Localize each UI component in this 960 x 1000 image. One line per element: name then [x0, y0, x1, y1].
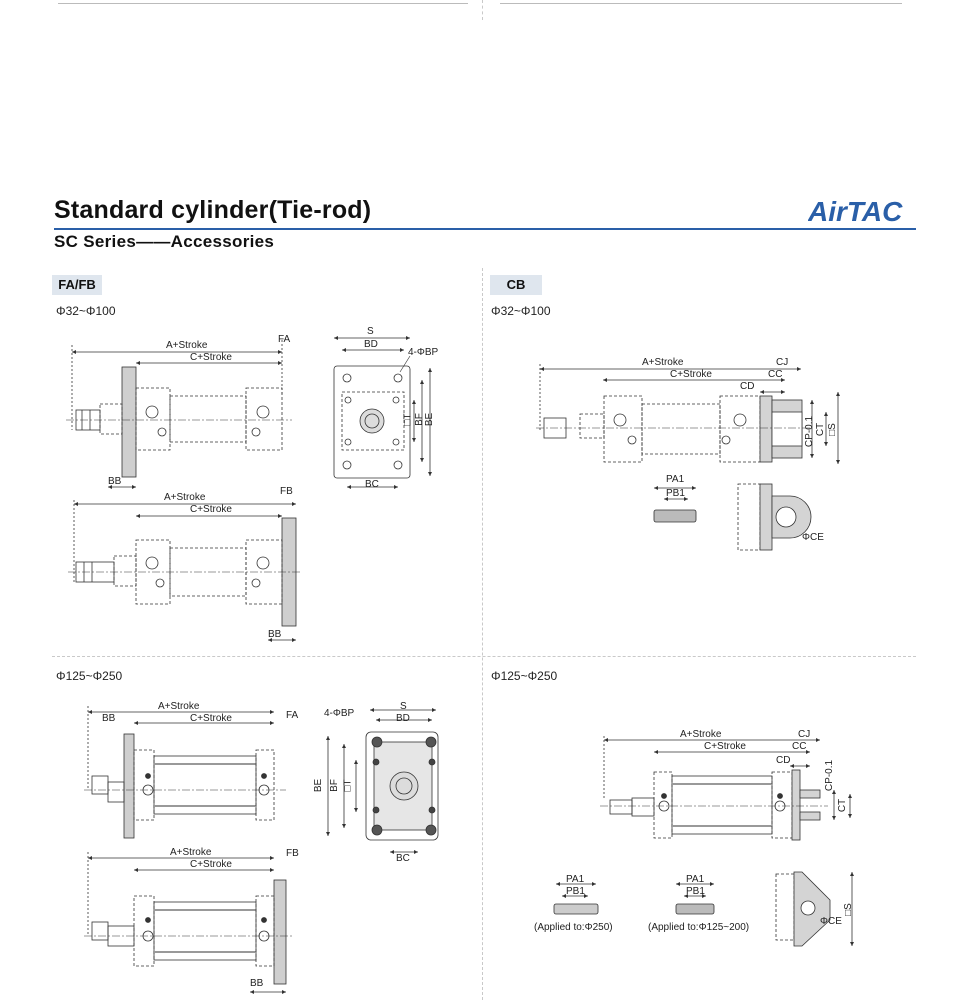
front-large-t: □T — [342, 779, 354, 792]
fa-large-bb: BB — [102, 713, 116, 724]
cb-large-cj: CJ — [798, 729, 811, 740]
cb-small-pa1: PA1 — [666, 474, 685, 485]
cb-large-cp: CP-0.1 — [824, 759, 836, 792]
cb-small-s: □S — [826, 423, 838, 436]
fb-small-label: FB — [280, 486, 293, 497]
cb-small-ct: CT — [815, 422, 827, 437]
front-small-bd: BD — [364, 339, 378, 350]
fb-small-a-stroke: A+Stroke — [164, 492, 206, 503]
cb-large-cd: CD — [776, 755, 791, 766]
cb-large-applied-250: (Applied to:Φ250) — [534, 922, 613, 933]
fb-small-bb: BB — [268, 629, 282, 640]
cb-range-large: Φ125~Φ250 — [491, 669, 558, 683]
cb-large-ce: ΦCE — [820, 916, 842, 927]
front-large-bc: BC — [396, 853, 410, 864]
fb-large-label: FB — [286, 848, 299, 859]
cb-small-cc: CC — [768, 369, 783, 380]
cb-large-s: □S — [842, 903, 854, 916]
fb-small-c-stroke: C+Stroke — [190, 504, 232, 515]
front-large-bp: 4-ΦBP — [324, 708, 355, 719]
cb-large-applied-125-200: (Applied to:Φ125~200) — [648, 922, 750, 933]
page-subtitle: SC Series——Accessories — [54, 232, 275, 251]
cb-small-cj: CJ — [776, 357, 789, 368]
cb-small-a-stroke: A+Stroke — [642, 357, 684, 368]
cb-large-pa1-b: PA1 — [686, 874, 705, 885]
fa-large-c-stroke: C+Stroke — [190, 713, 232, 724]
cb-large-pb1-b: PB1 — [686, 886, 705, 897]
fa-small-c-stroke: C+Stroke — [190, 352, 232, 363]
front-small-t: □T — [402, 413, 414, 426]
cb-small-pb1: PB1 — [666, 488, 685, 499]
cb-small-cp: CP-0.1 — [804, 415, 816, 448]
fafb-range-small: Φ32~Φ100 — [56, 304, 116, 318]
fa-large-label: FA — [286, 710, 299, 721]
cb-small-ce: ΦCE — [802, 532, 824, 543]
fb-large-a-stroke: A+Stroke — [170, 847, 212, 858]
front-small-bc: BC — [365, 479, 379, 490]
front-small-be: BE — [424, 412, 436, 427]
fb-large-c-stroke: C+Stroke — [190, 859, 232, 870]
logo-text: AirTAC — [808, 196, 903, 224]
cb-small-c-stroke: C+Stroke — [670, 369, 712, 380]
front-small-bf: BF — [413, 413, 425, 426]
front-small-s: S — [367, 326, 374, 337]
cb-large-pb1-a: PB1 — [566, 886, 585, 897]
front-small-bp: 4-ΦBP — [408, 347, 439, 358]
fafb-range-large: Φ125~Φ250 — [56, 669, 123, 683]
front-large-bf: BF — [328, 779, 340, 792]
page-title: Standard cylinder(Tie-rod) — [54, 196, 372, 224]
front-large-s: S — [400, 701, 407, 712]
fa-small-label: FA — [278, 334, 291, 345]
fb-large-bb: BB — [250, 978, 264, 989]
cb-small-cd: CD — [740, 381, 755, 392]
fa-small-bb: BB — [108, 476, 122, 487]
cb-large-c-stroke: C+Stroke — [704, 741, 746, 752]
section-tag-fafb: FA/FB — [52, 275, 102, 295]
cb-large-cc: CC — [792, 741, 807, 752]
cb-range-small: Φ32~Φ100 — [491, 304, 551, 318]
cb-large-a-stroke: A+Stroke — [680, 729, 722, 740]
fa-large-a-stroke: A+Stroke — [158, 701, 200, 712]
front-large-be: BE — [313, 778, 325, 793]
cb-large-pa1-a: PA1 — [566, 874, 585, 885]
front-large-bd: BD — [396, 713, 410, 724]
section-tag-cb: CB — [490, 275, 542, 295]
fa-small-a-stroke: A+Stroke — [166, 340, 208, 351]
cb-large-ct: CT — [837, 798, 849, 813]
